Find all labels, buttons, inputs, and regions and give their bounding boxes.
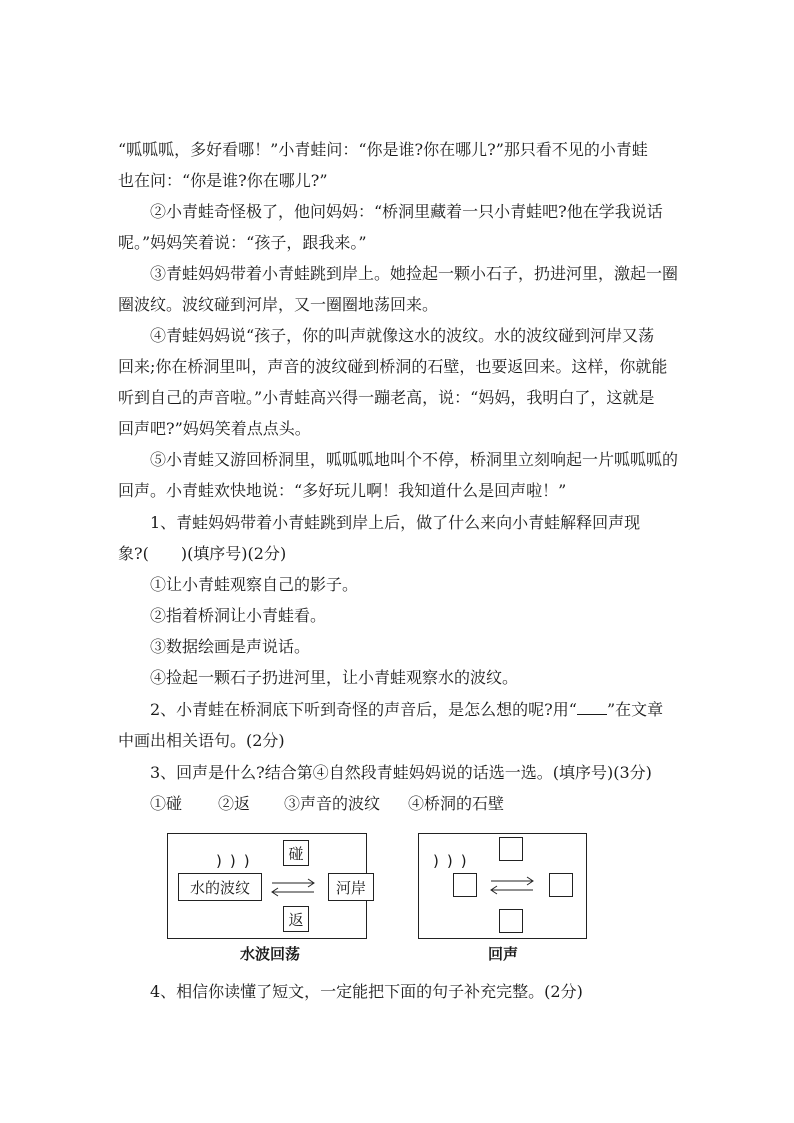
question-4-stem: 4、相信你读懂了短文，一定能把下面的句子补充完整。(2分) <box>150 982 583 1001</box>
passage-paragraph-2-line-2: 呢。”妈妈笑着说：“孩子，跟我来。” <box>118 233 367 252</box>
passage-paragraph-4-line-2: 回来;你在桥洞里叫，声音的波纹碰到桥洞的石壁，也要返回来。这样，你就能 <box>118 357 668 376</box>
passage-paragraph-3-line-1: ③青蛙妈妈带着小青蛙跳到岸上。她捡起一颗小石子，扔进河里，激起一圈 <box>150 264 679 283</box>
question-1-stem-line-1: 1、青蛙妈妈带着小青蛙跳到岸上后，做了什么来向小青蛙解释回声现 <box>150 513 641 532</box>
passage-paragraph-4-line-4: 回声吧?”妈妈笑着点点头。 <box>118 419 311 438</box>
question-2-stem-part-a: 2、小青蛙在桥洞底下听到奇怪的声音后，是怎么想的呢?用“ <box>150 700 577 719</box>
question-1-option-3: ③数据绘画是声说话。 <box>150 637 311 656</box>
echo-ripple-marks: ))) <box>433 852 475 870</box>
passage-line-1: “呱呱呱，多好看哪！”小青蛙问：“你是谁?你在哪儿?”那只看不见的小青蛙 <box>118 140 648 159</box>
question-2-stem-line-2: 中画出相关语句。(2分) <box>118 731 285 750</box>
passage-paragraph-2-line-1: ②小青蛙奇怪极了，他问妈妈：“桥洞里藏着一只小青蛙吧?他在学我说话 <box>150 202 663 221</box>
question-3-choice-2: ②返 <box>218 794 251 813</box>
ripple-marks: ))) <box>216 852 258 870</box>
underline-blank <box>577 700 607 715</box>
return-box: 返 <box>283 906 309 932</box>
question-1-option-4: ④捡起一颗石子扔进河里，让小青蛙观察水的波纹。 <box>150 668 519 687</box>
passage-paragraph-4-line-1: ④青蛙妈妈说“孩子，你的叫声就像这水的波纹。水的波纹碰到河岸又荡 <box>150 326 655 345</box>
question-2-stem-line-1 <box>150 700 663 720</box>
passage-line-2: 也在问：“你是谁?你在哪儿?” <box>118 171 328 190</box>
passage-paragraph-5-line-1: ⑤小青蛙又游回桥洞里，呱呱呱地叫个不停，桥洞里立刻响起一片呱呱呱的 <box>150 450 679 469</box>
echo-arrows <box>419 834 588 940</box>
question-1-option-2: ②指着桥洞让小青蛙看。 <box>150 606 327 625</box>
hit-box: 碰 <box>283 840 309 866</box>
water-ripple-diagram <box>167 833 367 939</box>
water-ripple-caption: 水波回荡 <box>240 945 301 963</box>
question-1-stem-line-2: 象?( )(填序号)(2分) <box>118 544 287 563</box>
bounce-arrows <box>168 834 368 940</box>
water-ripple-box: 水的波纹 <box>178 873 262 901</box>
question-3-choice-3: ③声音的波纹 <box>284 794 381 813</box>
echo-caption: 回声 <box>488 945 519 963</box>
passage-paragraph-5-line-2: 回声。小青蛙欢快地说：“多好玩儿啊！我知道什么是回声啦！” <box>118 481 567 500</box>
riverbank-box: 河岸 <box>328 873 374 901</box>
passage-paragraph-4-line-3: 听到自己的声音啦。”小青蛙高兴得一蹦老高，说：“妈妈，我明白了，这就是 <box>118 388 655 407</box>
question-3-choice-1: ①碰 <box>150 794 183 813</box>
question-3-stem: 3、回声是什么?结合第④自然段青蛙妈妈说的话选一选。(填序号)(3分) <box>150 763 652 782</box>
question-2-stem-part-b: ”在文章 <box>606 700 664 719</box>
question-1-option-1: ①让小青蛙观察自己的影子。 <box>150 575 359 594</box>
passage-paragraph-3-line-2: 圈波纹。波纹碰到河岸，又一圈圈地荡回来。 <box>118 295 439 314</box>
question-3-choice-4: ④桥洞的石壁 <box>408 794 505 813</box>
echo-diagram <box>418 833 587 939</box>
